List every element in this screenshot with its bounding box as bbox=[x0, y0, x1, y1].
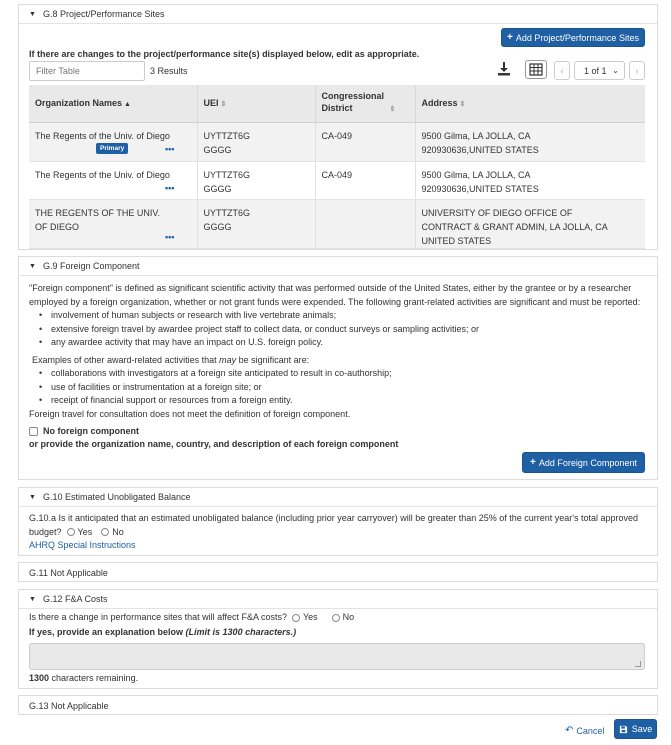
uei-line2: GGGG bbox=[203, 221, 232, 232]
table-row bbox=[29, 161, 645, 199]
col-district[interactable] bbox=[315, 85, 415, 122]
save-button[interactable] bbox=[614, 719, 657, 739]
org-name: THE REGENTS OF THE UNIV. OF DIEGO bbox=[35, 207, 161, 232]
add-performance-site-label: Add Project/Performance Sites bbox=[515, 32, 639, 43]
cell-district: CA-049 bbox=[315, 122, 415, 161]
cell-district: CA-049 bbox=[315, 161, 415, 199]
chars-remaining-count: 1300 bbox=[29, 673, 50, 683]
g11-panel bbox=[18, 562, 658, 582]
row-actions-button[interactable]: ••• bbox=[165, 143, 175, 154]
address-line2: 920930636,UNITED STATES bbox=[421, 183, 539, 194]
sort-icon: ⇕ bbox=[459, 101, 466, 109]
cell-address bbox=[415, 161, 645, 199]
add-foreign-component-button[interactable] bbox=[522, 452, 645, 473]
g9-header[interactable] bbox=[19, 257, 657, 276]
floppy-disk-icon bbox=[619, 725, 628, 734]
list-item: • involvement of human subjects or research with live vertebrate animals; bbox=[29, 309, 479, 323]
cell-org bbox=[29, 161, 197, 199]
ahrq-special-instructions-link[interactable]: AHRQ Special Instructions bbox=[29, 540, 136, 550]
col-org-label: Organization Names bbox=[35, 98, 123, 109]
address-line2: 920930636,UNITED STATES bbox=[421, 144, 539, 155]
g9-title: G.9 Foreign Component bbox=[42, 261, 140, 271]
no-foreign-component-row bbox=[29, 425, 139, 439]
g12-header[interactable] bbox=[19, 590, 657, 609]
org-name: The Regents of the Univ. of Diego bbox=[35, 169, 170, 180]
list-item: • any awardee activity that may have an impact on U.S. foreign policy. bbox=[29, 336, 479, 350]
sort-icon: ⇕ bbox=[220, 101, 227, 109]
chars-remaining-text: characters remaining. bbox=[49, 673, 139, 683]
g9-intro bbox=[29, 282, 654, 309]
g10-question-end: budget? bbox=[29, 526, 62, 537]
g12-no-label: No bbox=[342, 612, 355, 622]
address-line2: CONTRACT & GRANT ADMIN, LA JOLLA, CA bbox=[421, 221, 608, 232]
page-select-value: 1 of 1 bbox=[584, 65, 607, 76]
add-foreign-component-label: Add Foreign Component bbox=[538, 457, 637, 468]
uei-line2: GGGG bbox=[203, 183, 232, 194]
g10-question-line1: G.10.a Is it anticipated that an estimated unobligated balance (including prior year carryover) will be greater than 25% of the current year's total approved bbox=[29, 513, 639, 523]
performance-sites-table bbox=[29, 85, 645, 249]
caret-down-icon: ▼ bbox=[29, 595, 36, 603]
results-count: 3 Results bbox=[150, 66, 188, 76]
g8-title: G.8 Project/Performance Sites bbox=[42, 9, 165, 19]
row-actions-button[interactable]: ••• bbox=[165, 231, 175, 242]
undo-icon: ↶ bbox=[565, 725, 574, 736]
g10-no-label: No bbox=[112, 526, 124, 537]
prev-page-button[interactable]: ‹ bbox=[554, 61, 570, 80]
caret-down-icon: ▼ bbox=[29, 262, 36, 270]
uei-line1: UYTTZT6G bbox=[203, 207, 250, 218]
col-uei-label: UEI bbox=[203, 98, 219, 109]
g12-question bbox=[29, 611, 354, 625]
g10-yes-label: Yes bbox=[77, 526, 93, 537]
plus-icon: + bbox=[507, 32, 513, 43]
cell-district bbox=[315, 199, 415, 248]
table-row bbox=[29, 199, 645, 248]
examples-heading bbox=[32, 354, 309, 368]
page-select[interactable] bbox=[574, 61, 625, 80]
cell-uei bbox=[197, 199, 315, 248]
address-line1: UNIVERSITY OF DIEGO OFFICE OF bbox=[421, 207, 573, 218]
list-item: • extensive foreign travel by awardee project staff to collect data, or conduct surveys or sampling activities; or bbox=[29, 323, 479, 337]
chars-remaining bbox=[29, 672, 138, 686]
cancel-label: Cancel bbox=[576, 725, 605, 736]
g11-header[interactable] bbox=[19, 563, 657, 582]
filter-table-input[interactable]: Filter Table bbox=[29, 61, 145, 81]
travel-note: Foreign travel for consultation does not meet the definition of foreign component. bbox=[29, 409, 351, 419]
no-foreign-component-label: No foreign component bbox=[43, 426, 139, 436]
next-page-button[interactable]: › bbox=[629, 61, 645, 80]
g11-title: G.11 Not Applicable bbox=[29, 567, 108, 578]
cancel-button[interactable] bbox=[565, 724, 604, 737]
g12-limit-note: (Limit is 1300 characters.) bbox=[185, 627, 297, 637]
examples-em: may bbox=[219, 355, 237, 365]
address-line1: 9500 Gilma, LA JOLLA, CA bbox=[421, 130, 531, 141]
resize-grip-icon[interactable] bbox=[635, 661, 641, 667]
cell-org bbox=[29, 199, 197, 248]
g10-yes-radio[interactable] bbox=[67, 528, 75, 536]
cell-uei bbox=[197, 122, 315, 161]
uei-line1: UYTTZT6G bbox=[203, 130, 250, 141]
caret-down-icon: ▼ bbox=[29, 493, 36, 501]
save-label: Save bbox=[631, 724, 653, 734]
g10-question bbox=[29, 512, 654, 553]
cell-org bbox=[29, 122, 197, 161]
col-address[interactable] bbox=[415, 85, 645, 122]
col-address-label: Address bbox=[421, 98, 458, 109]
other-activities-list bbox=[29, 367, 392, 408]
list-item: • receipt of financial support or resources from a foreign entity. bbox=[29, 394, 392, 408]
g10-header[interactable] bbox=[19, 488, 657, 507]
address-line3: UNITED STATES bbox=[421, 235, 492, 246]
g12-explain-label: If yes, provide an explanation below bbox=[29, 627, 186, 637]
g13-title: G.13 Not Applicable bbox=[29, 700, 109, 711]
cell-address bbox=[415, 122, 645, 161]
g12-title: G.12 F&A Costs bbox=[42, 594, 108, 604]
uei-line2: GGGG bbox=[203, 144, 232, 155]
address-line1: 9500 Gilma, LA JOLLA, CA bbox=[421, 169, 531, 180]
g13-panel bbox=[18, 695, 658, 715]
plus-icon: + bbox=[530, 457, 536, 468]
download-icon[interactable] bbox=[496, 61, 512, 77]
cell-address bbox=[415, 199, 645, 248]
add-performance-site-button[interactable] bbox=[501, 28, 645, 47]
g12-explain bbox=[29, 626, 296, 640]
g10-question-line2 bbox=[29, 526, 654, 540]
chevron-down-icon: ⌄ bbox=[612, 66, 619, 75]
col-district-label: Congressional District bbox=[321, 91, 385, 114]
g10-no-radio[interactable] bbox=[101, 528, 109, 536]
uei-line1: UYTTZT6G bbox=[203, 169, 250, 180]
g12-yes-radio[interactable] bbox=[292, 614, 300, 622]
examples-pre: Examples of other award-related activities that bbox=[32, 355, 220, 365]
table-columns-icon[interactable] bbox=[525, 60, 547, 79]
list-item: • use of facilities or instrumentation at a foreign site; or bbox=[29, 381, 392, 395]
primary-badge: Primary bbox=[96, 143, 128, 154]
caret-down-icon: ▼ bbox=[29, 10, 36, 18]
significant-activities-list bbox=[29, 309, 479, 350]
fa-explanation-textarea[interactable] bbox=[29, 643, 645, 670]
row-actions-button[interactable]: ••• bbox=[165, 182, 175, 193]
col-org-names[interactable] bbox=[29, 85, 197, 122]
g9-intro-line2: employed by a foreign organization, whether or not grant funds were expended. The following grant-related activities are significant and must be reported: bbox=[29, 296, 641, 307]
or-provide-text: or provide the organization name, country, and description of each foreign component bbox=[29, 439, 399, 449]
cell-uei bbox=[197, 161, 315, 199]
examples-post: be significant are: bbox=[236, 355, 310, 365]
g12-no-radio[interactable] bbox=[332, 614, 340, 622]
g13-header[interactable] bbox=[19, 696, 657, 715]
g12-question-text: Is there a change in performance sites that will affect F&A costs? bbox=[29, 612, 287, 622]
org-name: The Regents of the Univ. of Diego bbox=[35, 130, 170, 141]
g12-yes-label: Yes bbox=[302, 612, 318, 622]
list-item: • collaborations with investigators at a foreign site anticipated to result in co-authorship; bbox=[29, 367, 392, 381]
no-foreign-component-checkbox[interactable] bbox=[29, 427, 38, 436]
g8-instruction: If there are changes to the project/performance site(s) displayed below, edit as appropriate. bbox=[29, 49, 420, 59]
g8-header[interactable] bbox=[19, 5, 657, 24]
g9-intro-line1: "Foreign component" is defined as significant scientific activity that was performed outside of the United States, either by the grantee or by a researcher bbox=[29, 283, 632, 293]
g10-title: G.10 Estimated Unobligated Balance bbox=[42, 492, 191, 502]
table-row bbox=[29, 122, 645, 161]
col-uei[interactable] bbox=[197, 85, 315, 122]
sort-icon: ⇕ bbox=[389, 106, 396, 114]
sort-asc-icon: ▲ bbox=[124, 101, 131, 109]
